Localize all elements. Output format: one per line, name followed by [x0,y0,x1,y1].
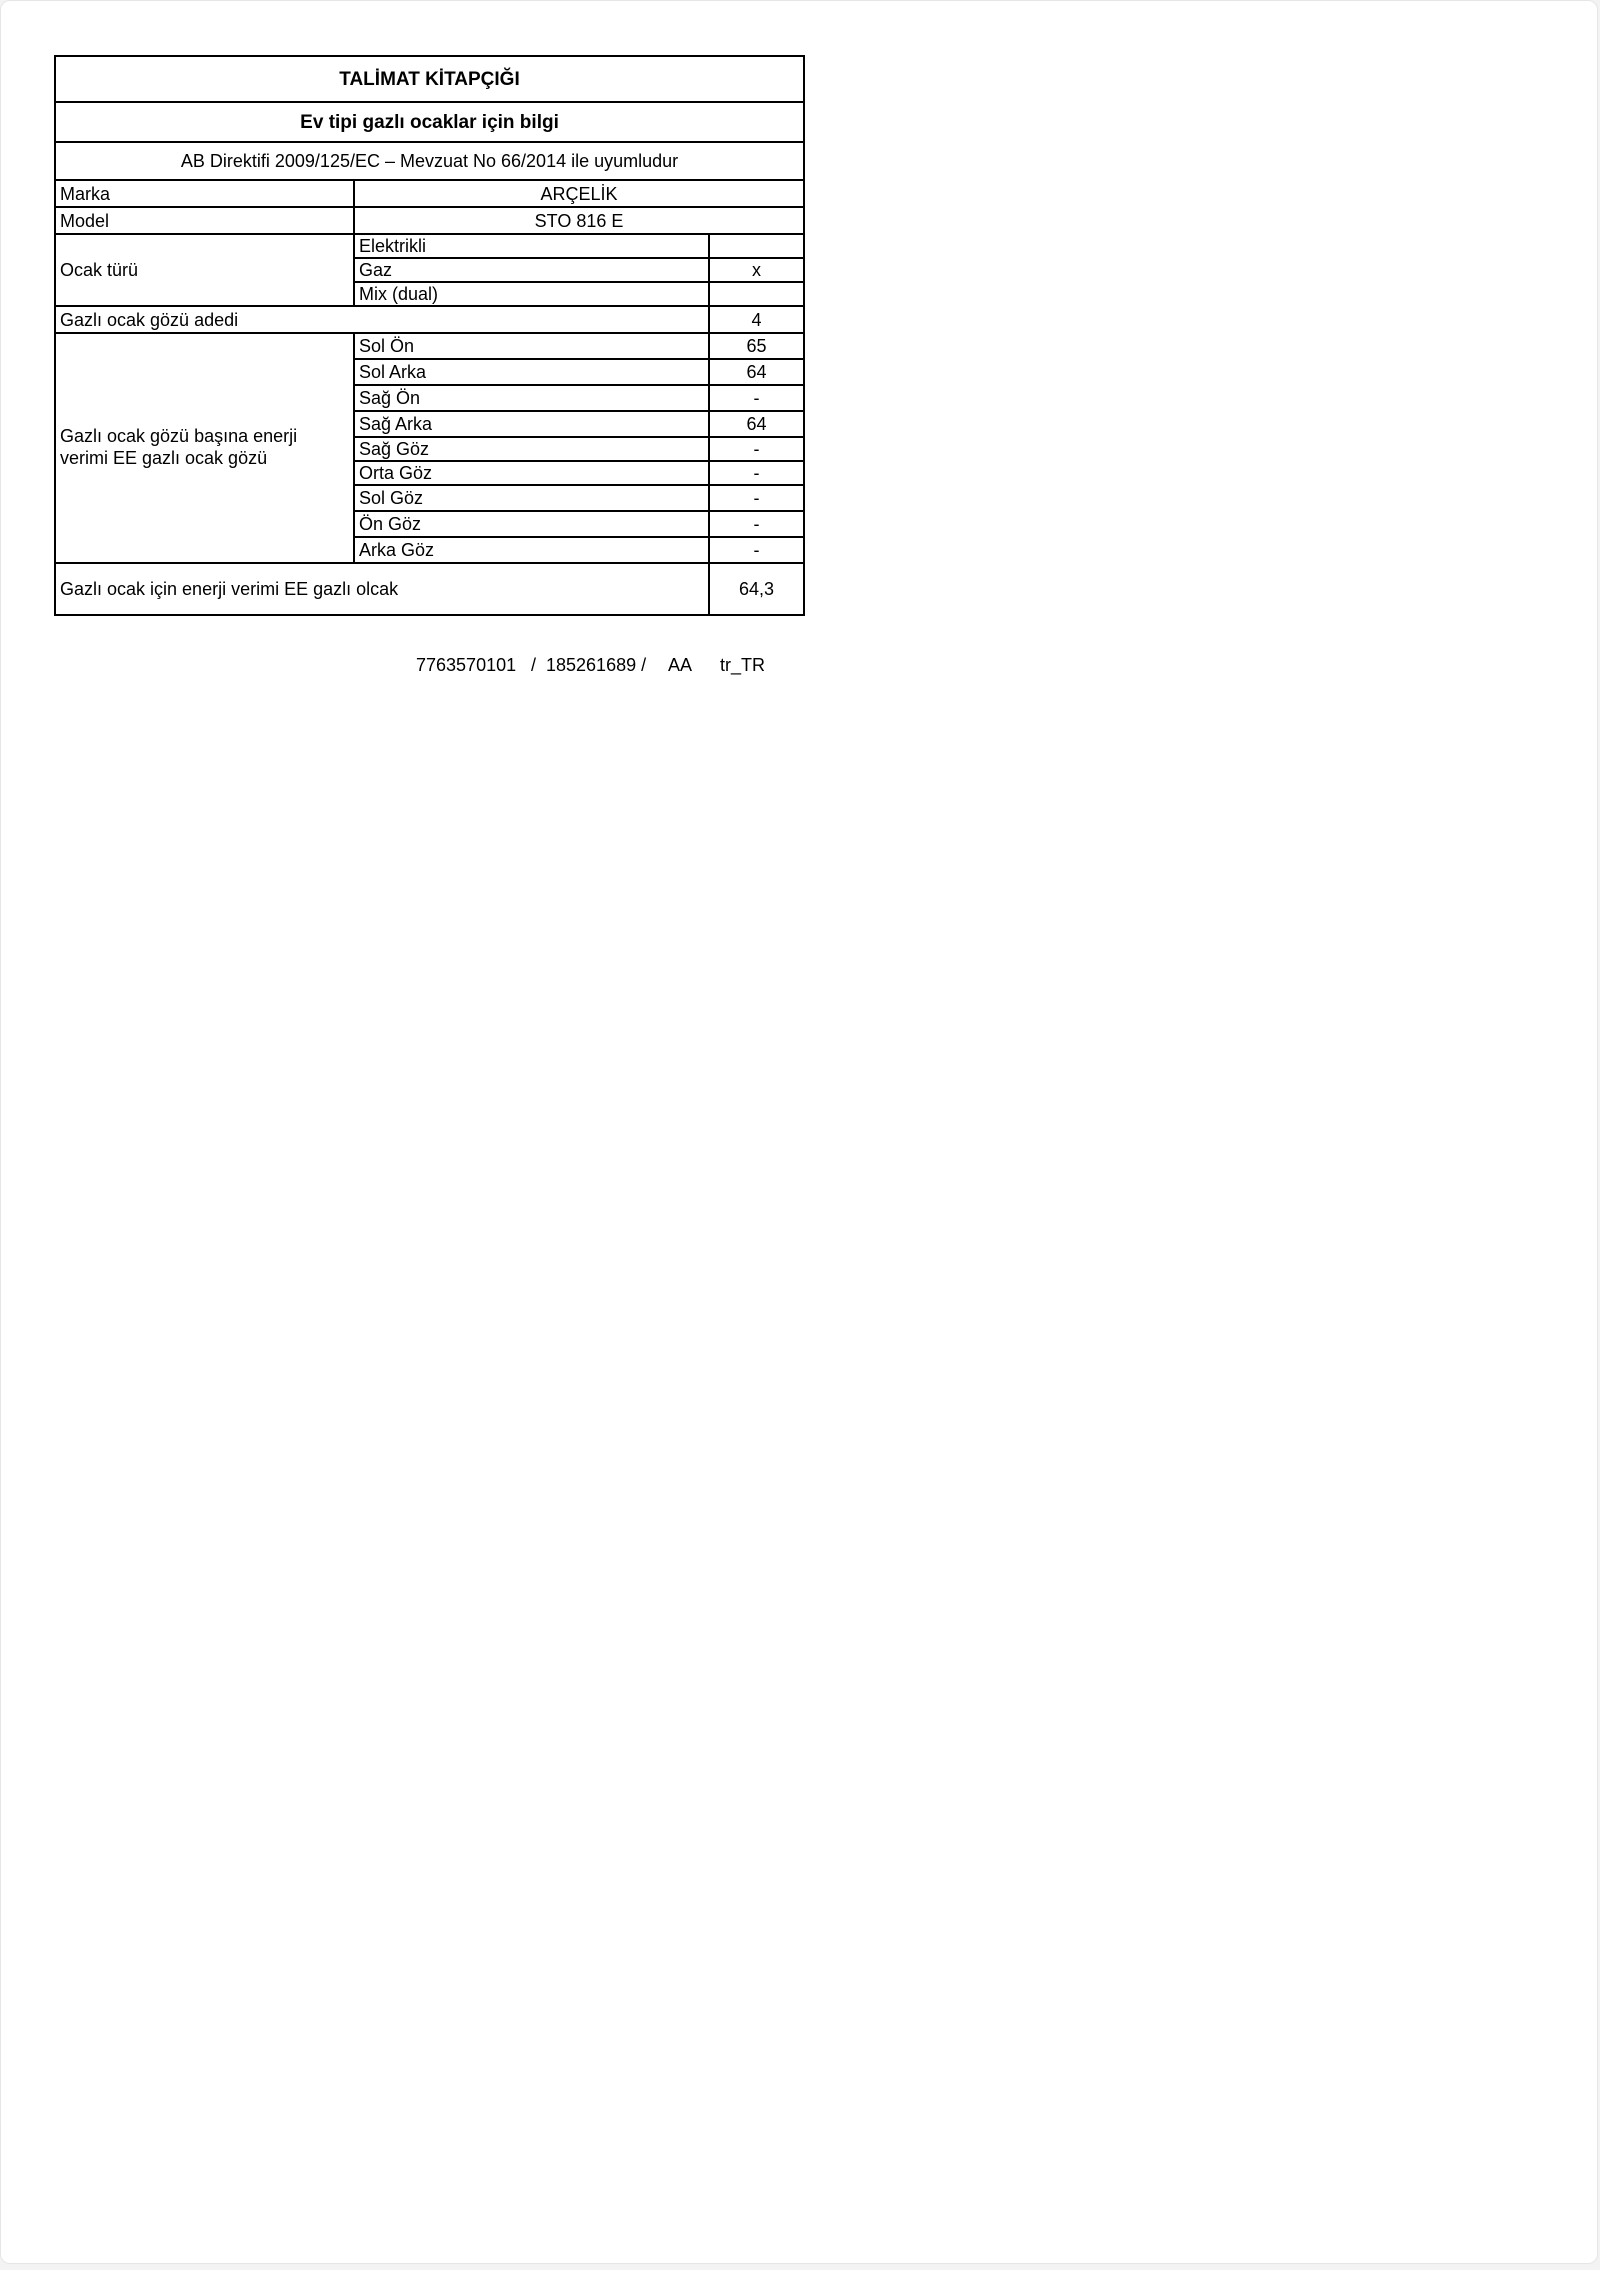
document-subtitle: Ev tipi gazlı ocaklar için bilgi [55,102,804,142]
burner-efficiency-value: - [709,537,804,563]
brand-label: Marka [55,180,354,207]
info-sheet [54,55,803,675]
burner-efficiency-value: - [709,437,804,461]
footer-code: 7763570101 [416,655,517,675]
burner-name: Orta Göz [354,461,709,485]
total-efficiency-value: 64,3 [709,563,804,615]
burner-name: Ön Göz [354,511,709,537]
footer-code: 185261689 / [546,655,647,675]
burner-efficiency-label: Gazlı ocak gözü başına enerji verimi EE gazlı ocak gözü [55,333,354,563]
burner-count-label: Gazlı ocak gözü adedi [55,306,709,333]
hob-type-option: Mix (dual) [354,282,709,306]
burner-efficiency-value: - [709,461,804,485]
model-label: Model [55,207,354,234]
total-efficiency-label: Gazlı ocak için enerji verimi EE gazlı olcak [55,563,709,615]
burner-count-value: 4 [709,306,804,333]
burner-efficiency-value: 64 [709,359,804,385]
burner-name: Sağ Arka [354,411,709,437]
document-title: TALİMAT KİTAPÇIĞI [55,56,804,102]
burner-efficiency-value: 65 [709,333,804,359]
hob-type-label: Ocak türü [55,234,354,306]
burner-efficiency-value: 64 [709,411,804,437]
hob-type-mark: x [709,258,804,282]
burner-name: Arka Göz [354,537,709,563]
model-value: STO 816 E [354,207,804,234]
hob-type-mark [709,234,804,258]
burner-efficiency-value: - [709,385,804,411]
hob-type-option: Elektrikli [354,234,709,258]
burner-name: Sağ Ön [354,385,709,411]
footer-separator: / [531,655,537,675]
footer-locale: tr_TR [720,655,765,675]
hob-type-option: Gaz [354,258,709,282]
burner-name: Sol Arka [354,359,709,385]
burner-efficiency-value: - [709,485,804,511]
burner-name: Sol Göz [354,485,709,511]
product-info-table [54,55,805,616]
burner-name: Sol Ön [354,333,709,359]
footer-code: AA [668,655,693,675]
burner-name: Sağ Göz [354,437,709,461]
brand-value: ARÇELİK [354,180,804,207]
hob-type-mark [709,282,804,306]
burner-efficiency-value: - [709,511,804,537]
directive-note: AB Direktifi 2009/125/EC – Mevzuat No 66/2014 ile uyumludur [55,142,804,180]
